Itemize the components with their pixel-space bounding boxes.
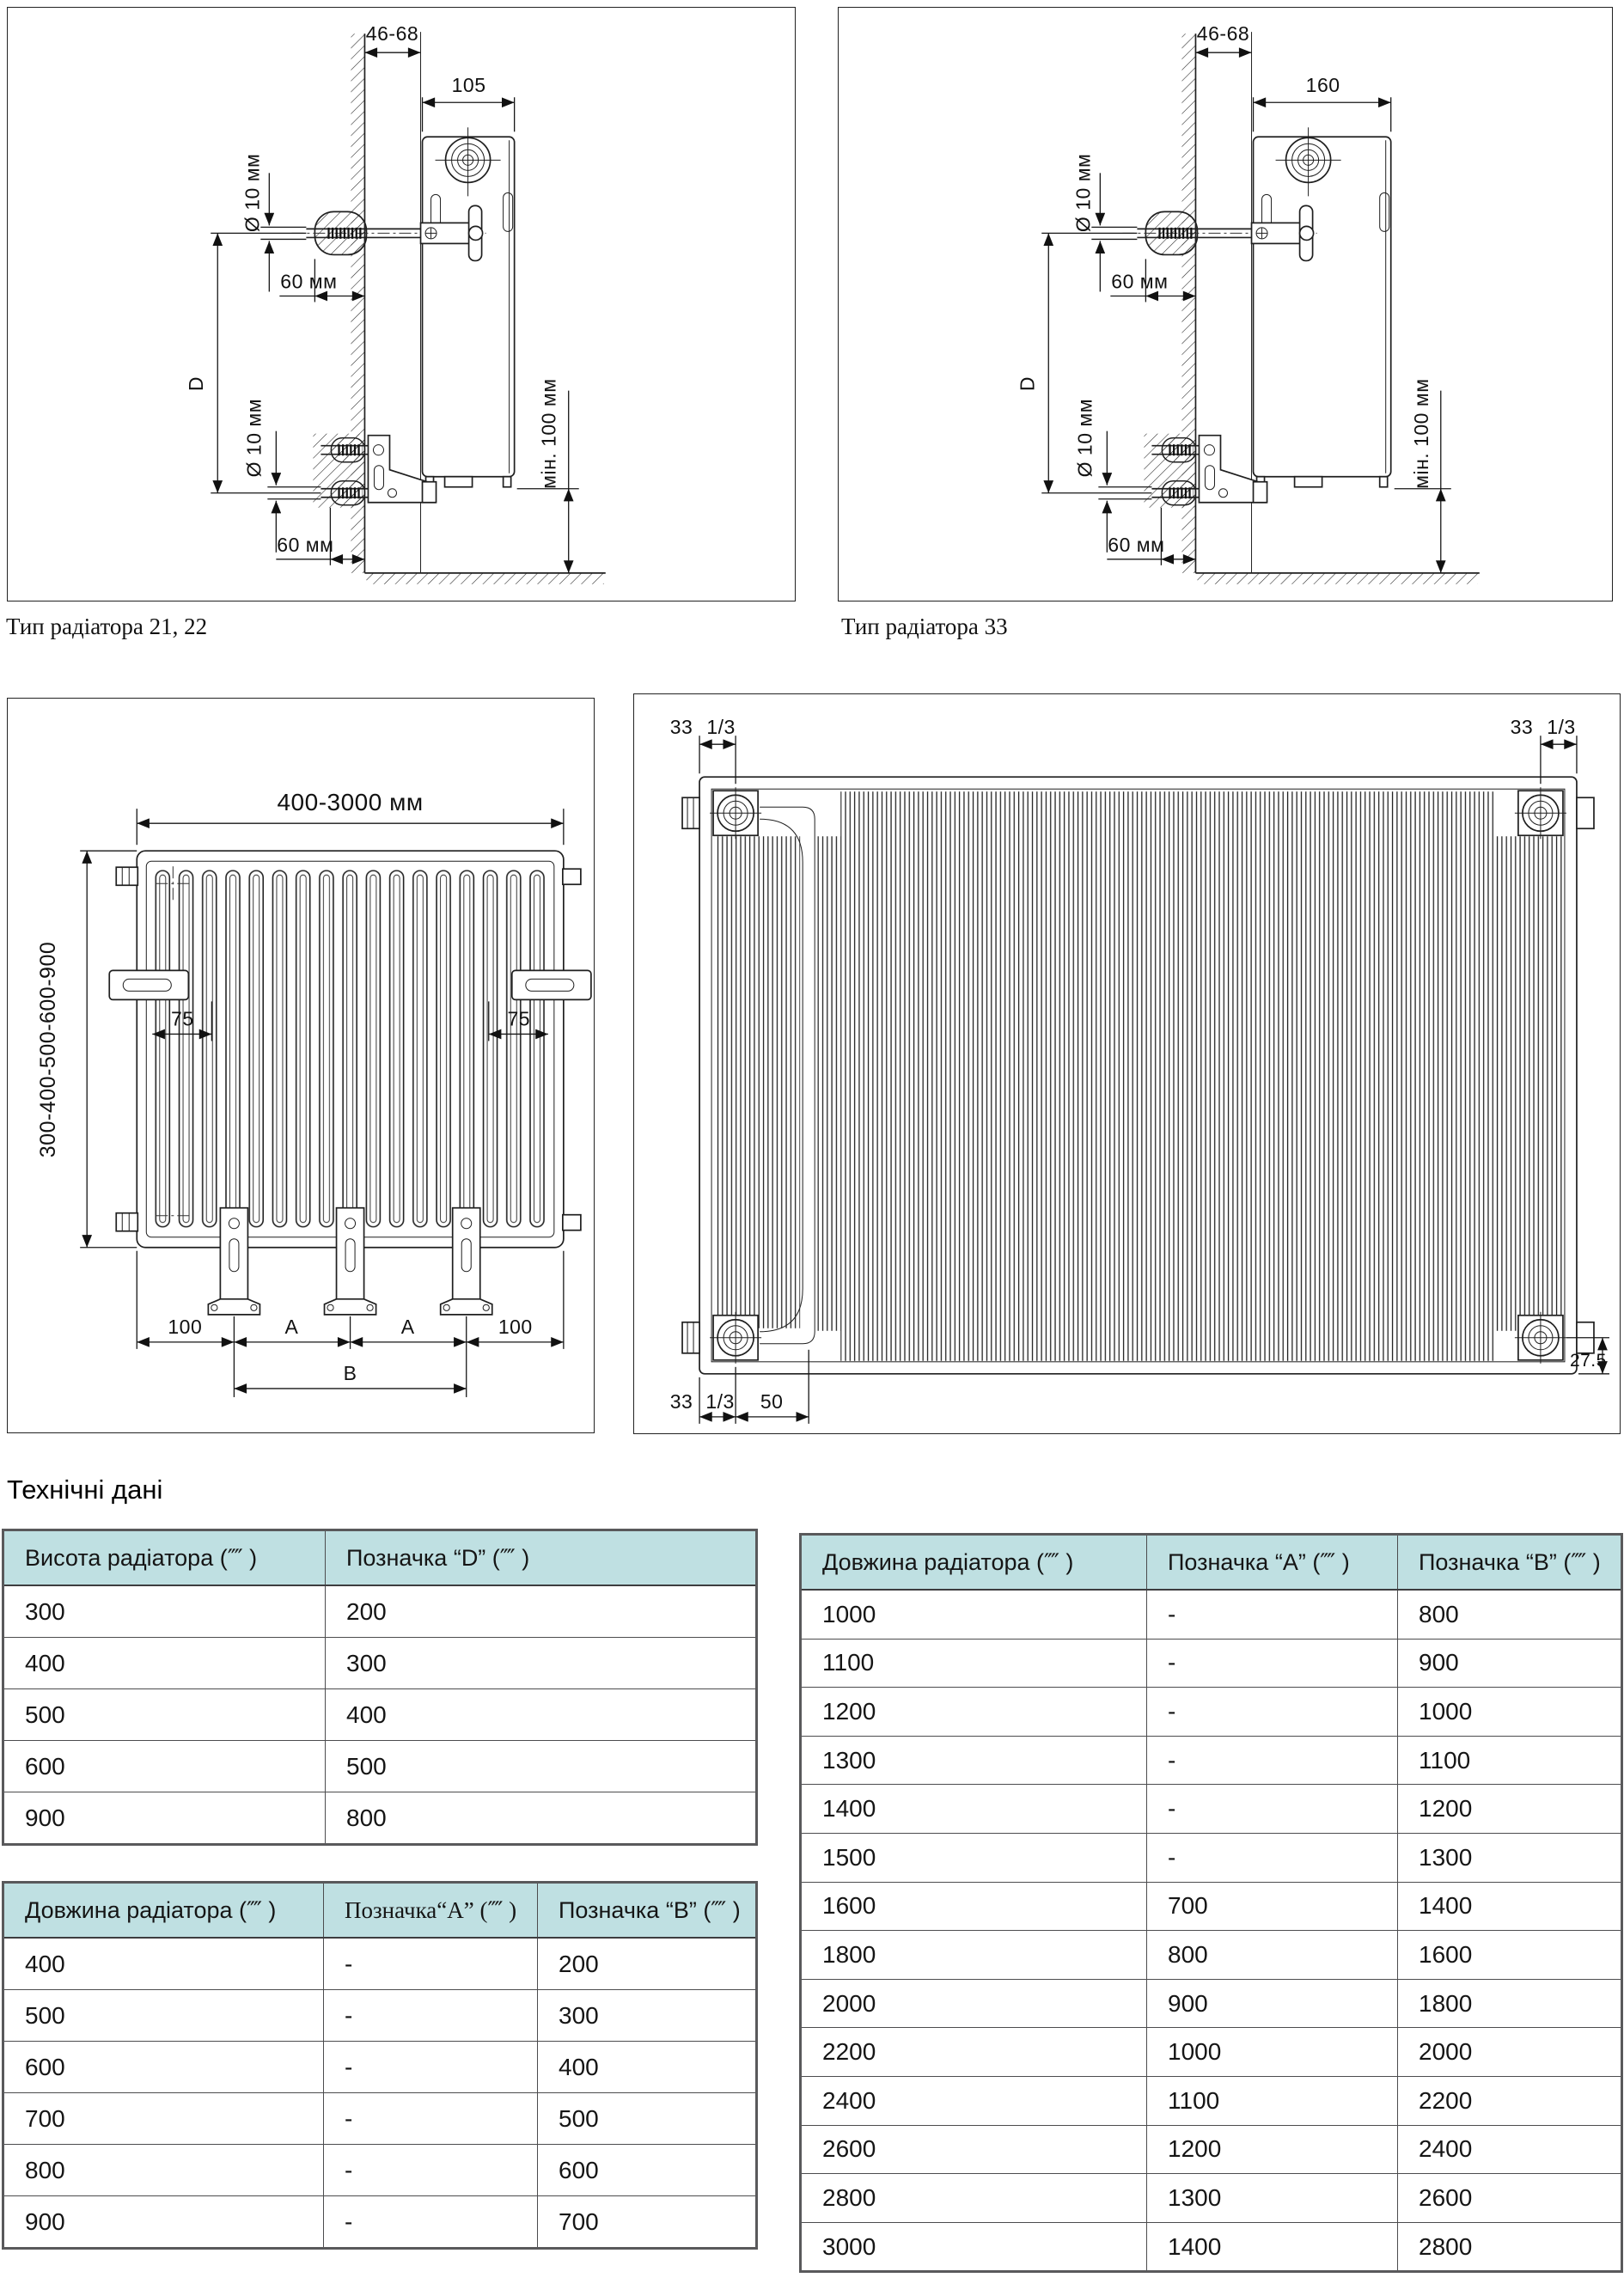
table-cell: - — [1147, 1688, 1398, 1737]
diagram-rear-view-type33 — [633, 693, 1621, 1434]
dim-anchor-depth-upper: 60 мм — [280, 270, 338, 293]
table-cell: 800 — [326, 1792, 757, 1845]
dim-hole-diameter-upper: Ø 10 мм — [241, 153, 264, 233]
diagram-front-view — [7, 698, 595, 1433]
table-row — [801, 1785, 1622, 1834]
table-length-small — [2, 1881, 758, 2250]
table-cell: 2800 — [801, 2174, 1147, 2223]
table-cell: 400 — [3, 1938, 324, 1990]
radiator-rear-body — [699, 777, 1577, 1374]
table-cell: 900 — [1398, 1639, 1622, 1688]
table-height-to-d — [2, 1529, 758, 1846]
table-cell: 700 — [3, 2093, 324, 2145]
col-header-mark-a: Позначка“А” (⁗ ) — [324, 1883, 538, 1939]
table-cell: 400 — [538, 2042, 757, 2093]
table-row — [801, 1688, 1622, 1737]
table-cell: 1300 — [1398, 1833, 1622, 1882]
table-cell: 900 — [3, 2196, 324, 2249]
dim-height-ref: D — [185, 376, 208, 392]
dim-edge-offset-right: 100 — [498, 1315, 533, 1338]
table-row — [3, 1792, 757, 1845]
dim-span-b: B — [343, 1361, 357, 1384]
table-cell: - — [324, 2196, 538, 2249]
dim-anchor-depth-lower: 60 мм — [1108, 533, 1165, 556]
table-cell: 2000 — [801, 1979, 1147, 2028]
dim-height-range: 300-400-500-600-900 — [36, 941, 61, 1158]
table-row — [3, 1689, 757, 1741]
dim-span-a-left: A — [284, 1315, 299, 1338]
table-cell: 1300 — [801, 1736, 1147, 1785]
caption-type-33: Тип радіатора 33 — [841, 614, 1008, 639]
table-cell: 400 — [3, 1638, 326, 1689]
table-cell: - — [324, 1938, 538, 1990]
table-cell: 2200 — [1398, 2076, 1622, 2125]
diagram-side-view-type33 — [838, 7, 1613, 601]
dim-hole-diameter-lower: Ø 10 мм — [242, 398, 266, 478]
dim-hole-diameter-lower: Ø 10 мм — [1073, 398, 1096, 478]
table-cell: 1600 — [801, 1882, 1147, 1931]
table-cell: 800 — [3, 2145, 324, 2196]
dim-33-bottom-left: 33 — [669, 1389, 693, 1413]
dim-depth: 105 — [451, 74, 486, 97]
table-cell: 900 — [1147, 1979, 1398, 2028]
table-row — [801, 1979, 1622, 2028]
table-cell: 500 — [538, 2093, 757, 2145]
dim-50-bottom-left: 50 — [760, 1389, 784, 1413]
dim-floor-clearance: мін. 100 мм — [1409, 378, 1432, 489]
dim-third-top-right: 1/3 — [1547, 716, 1576, 739]
dim-bracket-offset-left: 75 — [171, 1007, 194, 1030]
table-cell: 200 — [326, 1585, 757, 1638]
table-cell: 300 — [326, 1638, 757, 1689]
radiator-panel-side — [1254, 127, 1391, 486]
table-row — [801, 2222, 1622, 2272]
table-row — [3, 2042, 757, 2093]
table-cell: 2200 — [801, 2028, 1147, 2077]
table-cell: - — [1147, 1785, 1398, 1834]
table-length-large — [799, 1533, 1623, 2273]
radiator-panel-side — [423, 127, 515, 486]
col-header-mark-b: Позначка “В” (⁗ ) — [538, 1883, 757, 1939]
table-cell: 1200 — [1398, 1785, 1622, 1834]
col-header-radiator-length: Довжина радіатора (⁗ ) — [801, 1535, 1147, 1591]
radiator-front-body — [116, 851, 581, 1248]
section-title: Технічні дані — [7, 1475, 163, 1505]
table-row — [801, 2125, 1622, 2174]
table-cell: 1500 — [801, 1833, 1147, 1882]
table-cell: 2600 — [1398, 2174, 1622, 2223]
table-row — [801, 1882, 1622, 1931]
table-cell: - — [1147, 1639, 1398, 1688]
table-cell: 700 — [538, 2196, 757, 2249]
table-cell: 1000 — [801, 1590, 1147, 1639]
rear-view-drawing — [634, 694, 1620, 1433]
table-cell: 300 — [538, 1990, 757, 2042]
table-cell: 1800 — [801, 1931, 1147, 1980]
dim-width-range: 400-3000 мм — [277, 789, 424, 816]
table-cell: 1400 — [1398, 1882, 1622, 1931]
table-row — [3, 1585, 757, 1638]
dim-27-5: 27.5 — [1569, 1350, 1607, 1371]
col-header-mark-b: Позначка “В” (⁗ ) — [1398, 1535, 1622, 1591]
side-view-drawing-21-22 — [8, 8, 795, 601]
side-view-drawing-33 — [839, 8, 1612, 601]
table-cell: 2800 — [1398, 2222, 1622, 2272]
front-view-drawing — [8, 699, 594, 1432]
table-cell: 1300 — [1147, 2174, 1398, 2223]
table-cell: 1400 — [1147, 2222, 1398, 2272]
table-cell: 1100 — [801, 1639, 1147, 1688]
table-cell: 600 — [538, 2145, 757, 2196]
table-cell: 1000 — [1147, 2028, 1398, 2077]
dim-33-top-right: 33 — [1510, 716, 1534, 739]
dim-wall-gap: 46-68 — [1196, 22, 1250, 46]
table-row — [801, 1833, 1622, 1882]
table-cell: 1800 — [1398, 1979, 1622, 2028]
table-cell: 600 — [3, 1741, 326, 1792]
table-row — [801, 1931, 1622, 1980]
table-row — [3, 2093, 757, 2145]
table-cell: - — [1147, 1590, 1398, 1639]
table-cell: 1200 — [1147, 2125, 1398, 2174]
table-cell: 200 — [538, 1938, 757, 1990]
table-row — [801, 1590, 1622, 1639]
table-cell: 500 — [326, 1741, 757, 1792]
col-header-mark-d: Позначка “D” (⁗ ) — [326, 1530, 757, 1586]
dim-span-a-right: A — [400, 1315, 415, 1338]
table-header-row — [3, 1530, 757, 1586]
dim-33-top-left: 33 — [669, 716, 693, 739]
table-row — [801, 2174, 1622, 2223]
table-cell: 1000 — [1398, 1688, 1622, 1737]
dim-wall-gap: 46-68 — [365, 22, 419, 46]
table-cell: 1600 — [1398, 1931, 1622, 1980]
table-row — [801, 1736, 1622, 1785]
table-header-row — [3, 1883, 757, 1939]
table-cell: 2000 — [1398, 2028, 1622, 2077]
table-row — [801, 2028, 1622, 2077]
table-row — [3, 1938, 757, 1990]
dim-third-top-left: 1/3 — [706, 716, 736, 739]
table-cell: 800 — [1398, 1590, 1622, 1639]
table-cell: 2600 — [801, 2125, 1147, 2174]
col-header-mark-a: Позначка “А” (⁗ ) — [1147, 1535, 1398, 1591]
dim-third-bottom-left: 1/3 — [705, 1389, 735, 1413]
table-row — [801, 2076, 1622, 2125]
table-cell: 1200 — [801, 1688, 1147, 1737]
dim-height-ref: D — [1016, 376, 1039, 392]
table-cell: 700 — [1147, 1882, 1398, 1931]
col-header-radiator-length: Довжина радіатора (⁗ ) — [3, 1883, 324, 1939]
dim-anchor-depth-lower: 60 мм — [277, 533, 334, 556]
dim-anchor-depth-upper: 60 мм — [1111, 270, 1169, 293]
table-cell: 800 — [1147, 1931, 1398, 1980]
table-cell: 300 — [3, 1585, 326, 1638]
table-cell: - — [1147, 1833, 1398, 1882]
table-cell: - — [324, 2145, 538, 2196]
table-row — [3, 1990, 757, 2042]
dim-floor-clearance: мін. 100 мм — [537, 378, 560, 489]
table-cell: 400 — [326, 1689, 757, 1741]
table-cell: - — [324, 2093, 538, 2145]
table-cell: - — [1147, 1736, 1398, 1785]
table-cell: 500 — [3, 1990, 324, 2042]
table-cell: 1400 — [801, 1785, 1147, 1834]
table-cell: 1100 — [1147, 2076, 1398, 2125]
table-cell: 2400 — [1398, 2125, 1622, 2174]
table-cell: 500 — [3, 1689, 326, 1741]
table-cell: 900 — [3, 1792, 326, 1845]
dim-hole-diameter-upper: Ø 10 мм — [1071, 153, 1095, 233]
table-row — [3, 1638, 757, 1689]
table-cell: - — [324, 2042, 538, 2093]
table-cell: 600 — [3, 2042, 324, 2093]
table-row — [3, 2196, 757, 2249]
col-header-radiator-height: Висота радіатора (⁗ ) — [3, 1530, 326, 1586]
table-cell: 3000 — [801, 2222, 1147, 2272]
table-cell: 1100 — [1398, 1736, 1622, 1785]
dim-depth: 160 — [1305, 74, 1340, 97]
dim-edge-offset-left: 100 — [168, 1315, 203, 1338]
dim-bracket-offset-right: 75 — [507, 1007, 531, 1030]
table-cell: 2400 — [801, 2076, 1147, 2125]
caption-type-21-22: Тип радіатора 21, 22 — [6, 614, 208, 639]
diagram-side-view-type21-22 — [7, 7, 796, 601]
table-row — [3, 2145, 757, 2196]
table-header-row — [801, 1535, 1622, 1591]
table-cell: - — [324, 1990, 538, 2042]
table-row — [3, 1741, 757, 1792]
table-row — [801, 1639, 1622, 1688]
